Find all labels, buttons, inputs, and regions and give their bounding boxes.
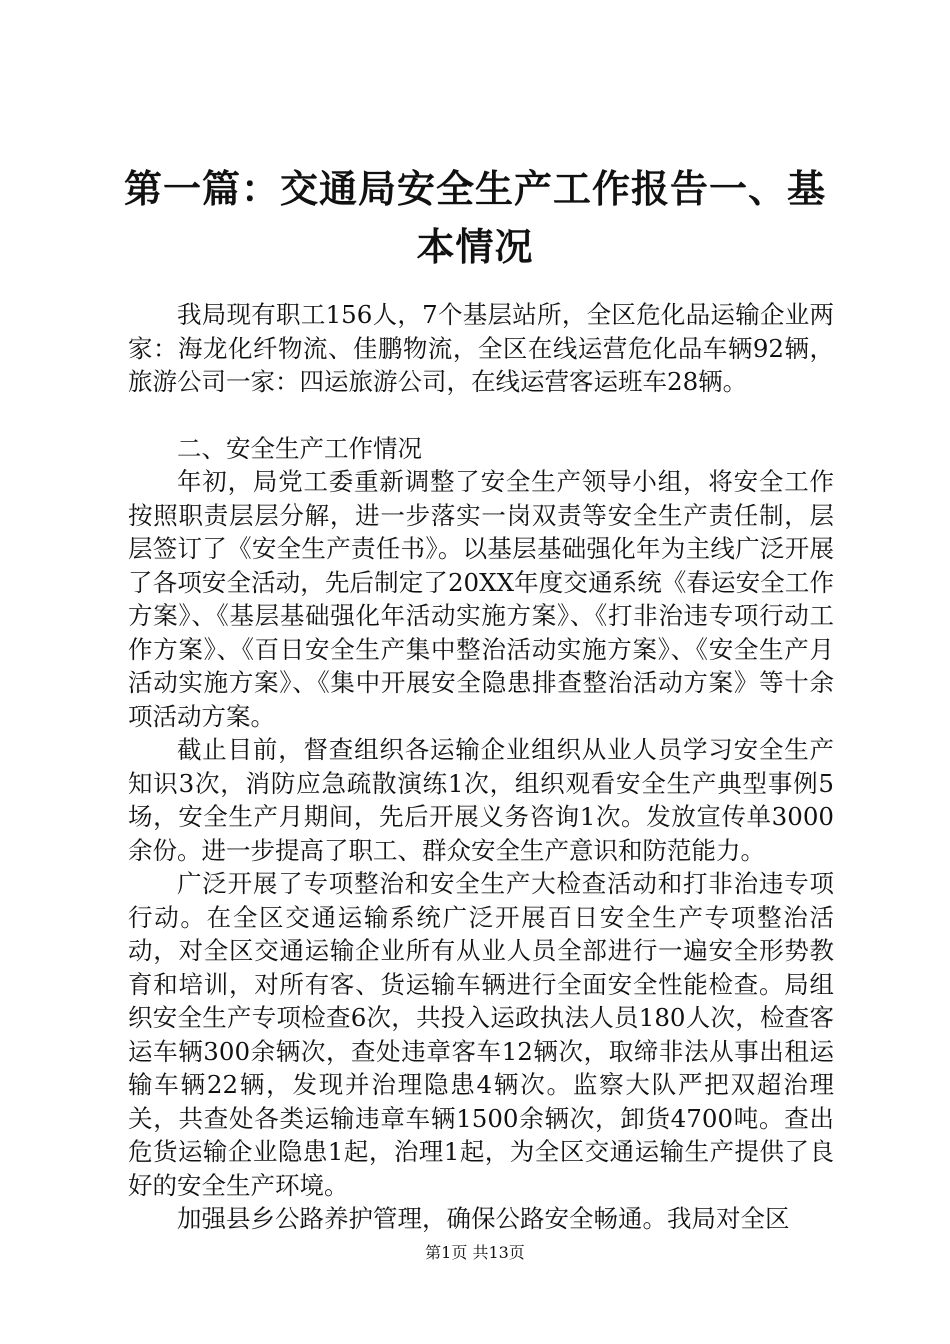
paragraph-basic-info: 我局现有职工156人，7个基层站所，全区危化品运输企业两家：海龙化纤物流、佳鹏物流，全区在线运营危化品车辆92辆，旅游公司一家：四运旅游公司，在线运营客运班车28辆。 (128, 300, 834, 396)
section-heading-safety-work: 二、安全生产工作情况 (177, 433, 422, 463)
paragraph-special-inspections: 广泛开展了专项整治和安全生产大检查活动和打非治违专项行动。在全区交通运输系统广泛开展百日安全生产专项整治活动，对全区交通运输企业所有从业人员全部进行一遍安全形势教育和培训，对所有客、货运输车辆进行全面安全性能检查。局组织安全生产专项检查6次，共投入运政执法人员180人次，检查客运车辆300余辆次，查处违章客车12辆次，取缔非法从事出租运输车辆22辆，发现并治理隐患4辆次。监察大队严把双超治理关，共查处各类运输违章车辆1500余辆次，卸货4700吨。查出危货运输企业隐患1起，治理1起，为全区交通运输生产提供了良好的安全生产环境。 (128, 869, 834, 1200)
document-title: 第一篇：交通局安全生产工作报告一、基本情况 (123, 166, 826, 269)
document-body (128, 298, 834, 1236)
paragraph-road-maintenance: 加强县乡公路养护管理，确保公路安全畅通。我局对全区 (177, 1204, 790, 1233)
paragraph-leadership-plans: 年初，局党工委重新调整了安全生产领导小组，将安全工作按照职责层层分解，进一步落实一岗双责等安全生产责任制，层层签订了《安全生产责任书》。以基层基础强化年为主线广泛开展了各项安全活动，先后制定了20XX年度交通系统《春运安全工作方案》、《基层基础强化年活动实施方案》、《打非治违专项行动工作方案》、《百日安全生产集中整治活动实施方案》、《安全生产月活动实施方案》、《集中开展安全隐患排查整治活动方案》等十余项活动方案。 (128, 467, 834, 731)
paragraph-training-activities: 截止目前，督查组织各运输企业组织从业人员学习安全生产知识3次，消防应急疏散演练1次，组织观看安全生产典型事例5场，安全生产月期间，先后开展义务咨询1次。发放宣传单3000余份。进一步提高了职工、群众安全生产意识和防范能力。 (128, 735, 834, 865)
page-number-footer: 第1页 共13页 (425, 1243, 525, 1262)
